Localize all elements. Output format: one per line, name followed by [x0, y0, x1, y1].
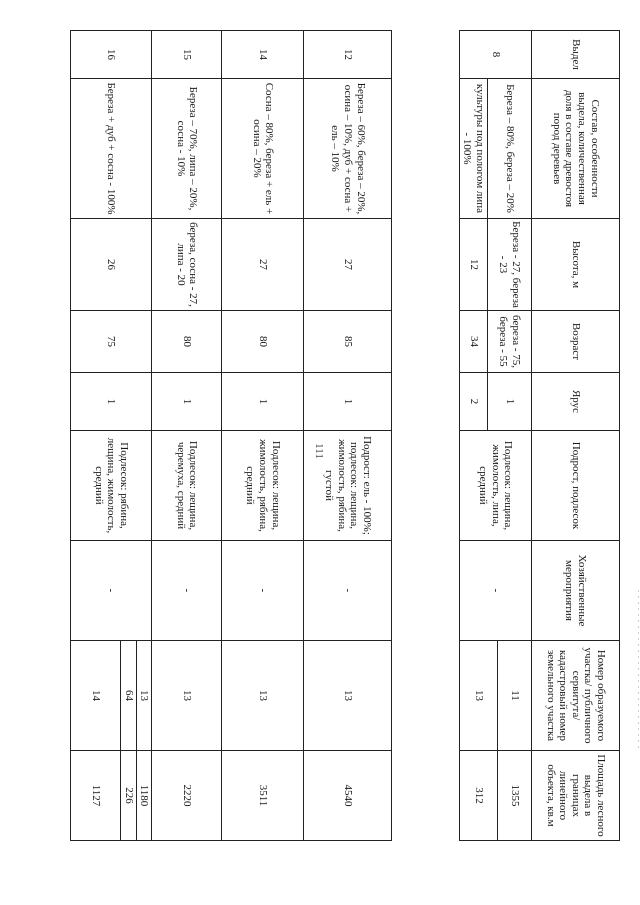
area-cell: 1355: [498, 751, 532, 841]
plot-number-cell: 11: [498, 641, 532, 751]
vydel-cell: 14: [222, 31, 304, 79]
table-row: [498, 31, 532, 841]
table-row: [152, 31, 222, 841]
undergrowth-cell: Подлесок: лещина, жимолость, рябина, средний: [222, 431, 304, 541]
composition-cell: Береза – 70%, липа – 20%, сосна - 10%: [152, 79, 222, 219]
header-area: Площадь лесного выдела в границах линейного объекта, кв.м: [532, 751, 620, 841]
composition-cell: культуры под пологом липа - 100%: [459, 79, 487, 219]
forest-inventory-table: [70, 30, 620, 841]
height-cell: Береза - 27, береза - 23: [488, 219, 532, 311]
height-cell: 12: [459, 219, 487, 311]
plot-number-cell: 64: [121, 641, 137, 751]
measures-cell: -: [459, 541, 531, 641]
age-cell: 75: [71, 311, 152, 373]
table-row: [304, 31, 392, 841]
age-cell: 80: [152, 311, 222, 373]
height-cell: 27: [304, 219, 392, 311]
margin-line: [638, 590, 639, 750]
plot-number-cell: 13: [459, 641, 497, 751]
age-cell: 80: [222, 311, 304, 373]
vydel-cell: 16: [71, 31, 152, 79]
age-cell: береза - 75, береза - 55: [488, 311, 532, 373]
area-cell: 312: [459, 751, 497, 841]
area-cell: 3511: [222, 751, 304, 841]
header-composition: Состав, особенности выдела, количественная доля в составе древостоя пород деревьев: [532, 79, 620, 219]
header-storey: Ярус: [532, 373, 620, 431]
table-row: [136, 31, 152, 841]
header-plot-number: Номер образуемого участка/ публичного сервитута/кадастровый номер земельного участка: [532, 641, 620, 751]
vydel-cell: 8: [459, 31, 531, 79]
area-cell: 4540: [304, 751, 392, 841]
header-measures: Хозяйственные мероприятия: [532, 541, 620, 641]
header-vydel: Выдел: [532, 31, 620, 79]
composition-cell: Береза – 60%, береза – 20%, осина – 10%, дуб + сосна + ель – 10%: [304, 79, 392, 219]
area-cell: 1127: [71, 751, 121, 841]
storey-cell: 1: [71, 373, 152, 431]
rotated-sheet: [70, 30, 620, 840]
height-cell: 27: [222, 219, 304, 311]
composition-cell: Береза + дуб + сосна - 100%: [71, 79, 152, 219]
composition-cell: Береза – 80%, береза – 20%: [488, 79, 532, 219]
undergrowth-cell: Подлесок: лещина, жимолость, липа, средний: [459, 431, 531, 541]
table-row: [392, 31, 459, 841]
header-height: Высота, м: [532, 219, 620, 311]
measures-cell: -: [152, 541, 222, 641]
header-row: [532, 31, 620, 841]
plot-number-cell: 13: [304, 641, 392, 751]
height-cell: береза, сосна - 27, липа - 20: [152, 219, 222, 311]
storey-cell: 1: [304, 373, 392, 431]
measures-cell: -: [71, 541, 152, 641]
undergrowth-cell: Подлесок: лещина, черемуха, средний: [152, 431, 222, 541]
undergrowth-cell: Подрост: ель - 100%; подлесок: лещина, жимолость, рябина, густой: [304, 431, 392, 541]
height-cell: 26: [71, 219, 152, 311]
age-cell: 34: [459, 311, 487, 373]
header-undergrowth: Подрост, подлесок: [532, 431, 620, 541]
storey-cell: 2: [459, 373, 487, 431]
undergrowth-cell: Подлесок: рябина, лещина, жимолость, средний: [71, 431, 152, 541]
area-cell: 1180: [136, 751, 152, 841]
age-cell: 85: [304, 311, 392, 373]
storey-cell: 1: [488, 373, 532, 431]
area-cell: 2220: [152, 751, 222, 841]
vydel-cell: 15: [152, 31, 222, 79]
page-number: 111: [312, 443, 325, 459]
plot-number-cell: 13: [152, 641, 222, 751]
measures-cell: -: [304, 541, 392, 641]
plot-number-cell: 13: [222, 641, 304, 751]
storey-cell: 1: [222, 373, 304, 431]
measures-cell: -: [222, 541, 304, 641]
vydel-cell: 12: [304, 31, 392, 79]
storey-cell: 1: [152, 373, 222, 431]
header-age: Возраст: [532, 311, 620, 373]
plot-number-cell: 14: [71, 641, 121, 751]
table-row: [222, 31, 304, 841]
composition-cell: Сосна – 80%, береза + ель + осина – 20%: [222, 79, 304, 219]
area-cell: 226: [121, 751, 137, 841]
plot-number-cell: 13: [136, 641, 152, 751]
